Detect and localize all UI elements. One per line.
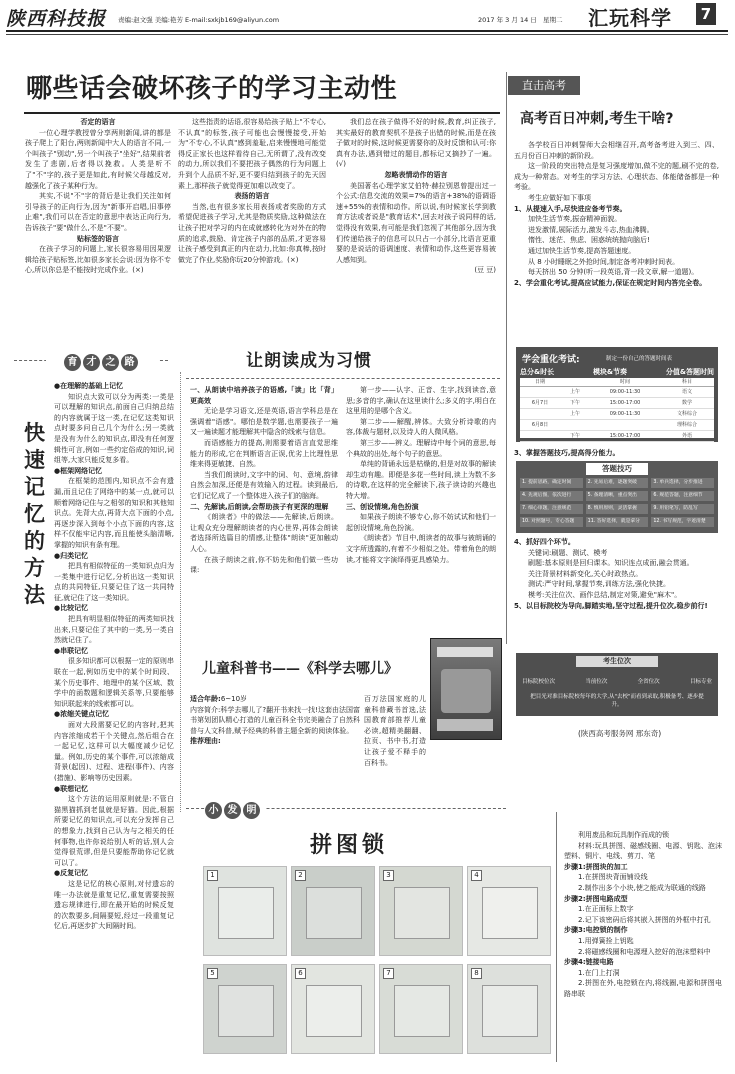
tip-item: 2. 先易后难，逐题突破 bbox=[586, 478, 649, 488]
feature-vertical-title bbox=[24, 420, 50, 609]
tip-item: 1. 提前思路，确定时间 bbox=[520, 478, 583, 488]
book-title: 儿童科普书——《科学去哪儿》 bbox=[202, 661, 398, 677]
book-rec-label: 推荐理由: bbox=[190, 737, 221, 746]
paragraph: 1.在拼图块背面铺设线 bbox=[578, 873, 648, 882]
subheading: 贴标签的语言 bbox=[77, 234, 119, 243]
paragraph: 面对大段需要记忆的内容时,把其内容浓缩成若干个关键点,然后组合在一起记忆,这样可以大幅度减少记忆量。例如,历史的某个事件,可以浓缩成背景(起因)、过程、进程(事件)、内容(措施)、影响等历史因素。 bbox=[54, 721, 174, 782]
rank-note: 把目光对准目标院校每年的大学,从"去校"而看到录取,积极备考、逐步提升。 bbox=[530, 694, 704, 708]
schedule-cell bbox=[520, 431, 560, 441]
paragraph: 知识点大致可以分为两类:一类是可以理解的知识点,前面自己归纳总结的内容就属于这一类,在记忆这类知识点时要多问自己几个为什么;另一类就是没有为什么的知识点,即没有任何逻辑性可言,例如一些约定俗成的知识,词组等,大家只能反复多看。 bbox=[54, 392, 174, 465]
tip-item: 9. 用铅笔写，防乱写 bbox=[651, 504, 714, 514]
step-photo bbox=[291, 964, 375, 1054]
paragraph: 《朗读者》中的做法——先解读,后朗读。让观众充分理解朗读者的内心世界,再体会朗读者选择所选篇目的情感,让整体"朗读"更加触动人心。 bbox=[190, 513, 338, 553]
answer-tips-graphic bbox=[516, 461, 718, 533]
paragraph: 模考:关注位次、画作总结,制定对策,避免"麻木"。 bbox=[528, 590, 682, 599]
paragraph: 每天挤出 50 分钟(听一段英语,背一段文章,解一道题)。 bbox=[528, 268, 699, 277]
rank-label: 全省位次 bbox=[637, 679, 660, 685]
subheading: 否定的语言 bbox=[80, 118, 116, 126]
rank-graphic bbox=[516, 653, 718, 716]
invention-banner bbox=[205, 798, 265, 818]
subheading: 表扬的语言 bbox=[234, 192, 270, 201]
banner-char: 之 bbox=[102, 354, 119, 371]
paragraph: 很多知识都可以根据一定的原则串联在一起,例如历史中的某个时间段、某个历史事件、地理中的某个区域、数学中的函数题和逻辑关系等,只要能够知识联起来的线索都可以。 bbox=[54, 657, 174, 708]
bold-heading: 步骤4:链接电路 bbox=[564, 958, 614, 967]
sidebar-title: 高考百日冲刺,考生干啥? bbox=[520, 111, 674, 127]
schedule-cell: 09:00-11:30 bbox=[609, 389, 641, 395]
step-photo bbox=[379, 964, 463, 1054]
schedule-cell: 外语 bbox=[681, 433, 692, 439]
photo-number: 1 bbox=[207, 870, 218, 881]
schedule-cell: 6月7日 bbox=[531, 400, 549, 406]
invention-body bbox=[564, 830, 722, 1000]
feature-body bbox=[54, 381, 174, 932]
paragraph: 2.制作出多个小块,使之能成为联通的线路 bbox=[578, 883, 706, 892]
subheading: 忽略表情动作的语言 bbox=[384, 170, 448, 179]
paragraph: 在孩子学习的问题上,家长很容易用因果逻辑给孩子贴标签,比如很多家长会说:因为你不专心,所以你总是不能按时完成作业。(×) bbox=[25, 245, 171, 275]
schedule-subtitle: 制定一份自己的答题时间表 bbox=[606, 356, 673, 362]
book-rec: 百万法国家庭的儿童科普藏书首选,法国教育部推荐儿童必读,超精美翻翻、拉页、书中书,打造让孩子爱不释手的百科书。 bbox=[364, 695, 426, 767]
paragraph: 这一阶段的突出特点是复习强度增加,做不完的题,刷不完的卷,成为一种常态。对考生的学习方法、心理状态、体能储备都是一种考验。 bbox=[514, 162, 719, 192]
schedule-head: 总分&时长 bbox=[520, 368, 555, 376]
photo-number: 6 bbox=[295, 968, 306, 979]
article-title: 哪些话会破坏孩子的学习主动性 bbox=[26, 74, 398, 104]
banner-char: 育 bbox=[64, 354, 81, 371]
schedule-cell: 上午 bbox=[569, 411, 580, 417]
schedule-row bbox=[520, 387, 714, 398]
photo-number: 4 bbox=[471, 870, 482, 881]
feature-banner bbox=[46, 350, 158, 370]
schedule-cell: 理科综合 bbox=[676, 422, 697, 428]
photo-number: 8 bbox=[471, 968, 482, 979]
photo-number: 2 bbox=[295, 870, 306, 881]
banner-circles bbox=[46, 350, 158, 371]
bold-heading: 2、学会重化考试,提高应试能力,保证在规定时间内答完全卷。 bbox=[514, 278, 707, 287]
schedule-cell: 上午 bbox=[569, 389, 580, 395]
issue-date: 2017 年 3 月 14 日 bbox=[478, 16, 537, 24]
tips-title: 答题技巧 bbox=[586, 463, 648, 475]
invention-title: 拼图锁 bbox=[310, 833, 389, 858]
paragraph: 其实,不说"不"字的背后是让我们关注如何引导孩子的正向行为,因为"新事开启唱,旧事停止难",我们可以在否定的意思中表达正向行为,告诉孩子"要"做什么,不是"不要"。 bbox=[25, 192, 171, 232]
schedule-cell bbox=[560, 420, 590, 430]
issue-weekday: 星期二 bbox=[543, 16, 563, 24]
paragraph: 这是记忆的核心原则,对付遗忘的唯一办法就是重复记忆,重复需要按照遗忘规律进行,即在最开始的时候反复的次数要多,间隔要短,经过一段重复记忆后,再逐步扩大间隔时间。 bbox=[54, 879, 174, 931]
reading-col-2 bbox=[346, 385, 496, 565]
rank-label: 当前位次 bbox=[585, 679, 608, 685]
book-content: 内容简介:科学去哪儿了?翻开书来找一找!这套由法国富书第划团队精心打造的儿童百科全书完美融合了自然科普与人文科普,赋予经典的科普主题全新的阅读体验。 bbox=[190, 705, 360, 735]
bold-heading: ●在理解的基础上记忆 bbox=[54, 382, 124, 390]
paragraph: 利用废品和玩具制作而成的锁 bbox=[578, 831, 669, 839]
schedule-cell: 下午 bbox=[569, 433, 580, 439]
paragraph: 单纯的背诵永远是枯燥的,但是对故事的解读却生动有趣。即便是多花一些时间,读上为数不多的诗歌,在这样的完全解读下,孩子读诗的兴趣也特大增。 bbox=[346, 460, 496, 500]
sidebar-signature: (陕西高考服务网 邢东奇) bbox=[578, 729, 662, 738]
paragraph: 迸发激情,展际活力,激发斗志,热血沸腾。 bbox=[528, 225, 654, 234]
paragraph: 考生应做好如下事项 bbox=[528, 193, 591, 202]
schedule-heads bbox=[520, 367, 714, 377]
paragraph: 这些指责的话语,很容易给孩子贴上"不专心,不认真"的标签,孩子可能也会慢慢接受,开始为"不专心,不认真"感到羞耻,启来慢慢地可能觉得反正家长也这样看待自己,无所谓了,没有改变的动力,所以我们不要把孩子偶然的行为问题上升到个人品质不好,更不要归结到孩子的先天因素上,那样孩子就觉得更加难以改变了。 bbox=[178, 118, 326, 190]
paragraph: 1.在正面标上数字 bbox=[578, 905, 634, 914]
paragraph: 一位心理学教授曾分享两则新闻,讲的都是孩子爬上了阳台,两则新闻中大人的语言不同,一个叫孩子"别动",另一个叫孩子"坐好",结果前者发生了悲剧,后者得以挽救。人类是听不了"不"字的,孩子更是如此,有时候父母越反对,越强化了孩子某种行为。 bbox=[25, 128, 171, 190]
paragraph: 第三步——辨义。理解诗中每个词的意思,每个典故的出处,每个句子的意思。 bbox=[346, 438, 496, 458]
schedule-row bbox=[520, 409, 714, 420]
schedule-cell bbox=[520, 387, 560, 397]
bold-heading: ●联想记忆 bbox=[54, 784, 89, 793]
paragraph: 当我们朗读时,文字中的词、句、意境,韵律自然会加深,还便是有效输入的过程。读到最后,它们记忆成了一个整体进入孩子们的脑海。 bbox=[190, 470, 338, 500]
reading-col-1 bbox=[190, 385, 338, 576]
section-tag: 直击高考 bbox=[508, 76, 580, 95]
schedule-col-heads bbox=[520, 378, 714, 387]
rank-label: 目标专业 bbox=[689, 679, 712, 685]
bold-heading: 5、以目标院校为导向,脚踏实地,坚守过程,提升位次,稳步前行! bbox=[514, 601, 708, 610]
sidebar-body-3 bbox=[514, 537, 719, 611]
paragraph: 1.用弹簧拴上钥匙 bbox=[578, 936, 634, 945]
reading-title: 让朗读成为习惯 bbox=[246, 351, 372, 371]
schedule-row bbox=[520, 420, 714, 431]
tip-item: 3. 单兵选择，分步推进 bbox=[651, 478, 714, 488]
sidebar-body-2 bbox=[514, 448, 719, 459]
banner-circles bbox=[205, 798, 265, 819]
paragraph: 我们总在孩子做得不好的时候,教育,纠正孩子,其实最好的教育契机不是孩子出错的时候,而是在孩子做对的时候,这时候更需要你的及时反馈和认可:你真有办法,遇到错过的题目,都标记又摘抄了一遍。(√) bbox=[336, 118, 496, 169]
book-age-label: 适合年龄: bbox=[190, 695, 221, 703]
paragraph: 刷题:基本原则是回归课本。知识连点成面,融会贯通。 bbox=[528, 559, 694, 568]
photo-number: 5 bbox=[207, 968, 218, 979]
paragraph: 通过加快生活节奏,提高答题速度。 bbox=[528, 246, 636, 255]
book-info bbox=[190, 694, 360, 747]
tip-item: 12. 书写规范，字迹清楚 bbox=[651, 517, 714, 527]
paragraph: 第一步——认字、正音、生字,找到读音,意思;多音的字,确认在这里读什么;多义的字,明白在这里用的是哪个含义。 bbox=[346, 386, 496, 416]
paragraph: 美国著名心理学家艾伯特·赫拉别恩曾提出过一个公式:信息交流的效果=7%的语言+38%的语调语速+55%的表情和动作。所以说,有时候家长学到教育方法或者说是"教育话术",回去对孩子说同样的话,觉得没有效果,有可能是我们忽视了其他部分,因为我们传递给孩子的信息可以只占一小部分,比语言更重要的是说话的语调速度、表情和动作,这些更容易被人感知到。 bbox=[336, 181, 496, 264]
sidebar-body bbox=[514, 140, 719, 288]
banner-char: 小 bbox=[205, 802, 222, 819]
schedule-title: 学会重化考试: bbox=[522, 355, 580, 365]
schedule-cell: 15:00-17:00 bbox=[609, 400, 641, 406]
page-number: 7 bbox=[696, 3, 716, 25]
paragraph: 把具有明显相似特征的两类知识找出来,只要记住了其中的一类,另一类自然就记住了。 bbox=[54, 615, 174, 645]
tip-item: 7. 细心审题，注意规范 bbox=[520, 504, 583, 514]
schedule-row bbox=[520, 431, 714, 442]
step-photo bbox=[291, 866, 375, 956]
paragraph: 1.在门上打洞 bbox=[578, 968, 620, 977]
schedule-cell: 数学 bbox=[681, 400, 692, 406]
step-photo bbox=[203, 964, 287, 1054]
editor-credits: 责编:赵文强 美编:艳芳 E-mail:sxkjb169@aliyun.com bbox=[118, 16, 280, 24]
bold-heading: 三、创设情境,角色扮演 bbox=[346, 502, 419, 511]
bold-heading: 步骤2:拼图电路成型 bbox=[564, 894, 628, 903]
schedule-cell: 文科综合 bbox=[676, 411, 697, 417]
paragraph: 惰性、迷茫、焦虑、困惑统统抛向脑后! bbox=[528, 236, 650, 245]
book-cover-image bbox=[430, 638, 502, 740]
bold-heading: ●比较记忆 bbox=[54, 604, 89, 613]
schedule-cell: 15:00-17:00 bbox=[609, 433, 641, 439]
schedule-cell bbox=[590, 420, 660, 430]
schedule-col: 时间 bbox=[619, 379, 630, 385]
paragraph: 当然,也有很多家长用表扬或者奖励的方式希望促进孩子学习,尤其是物质奖励,这种做法在让孩子把对学习的内在成就感转化为对外在的物质的追求,鼓励、肯定孩子内部的品质,才更容易让孩子感受到真正的内在动力,比如:你真棒,按时做完了作业,奖励你玩20分钟游戏。(×) bbox=[178, 202, 326, 264]
banner-char: 才 bbox=[83, 354, 100, 371]
schedule-head: 分值&答题时间 bbox=[665, 368, 714, 376]
byline: (豆 豆) bbox=[474, 266, 496, 275]
rank-label: 目标院校位次 bbox=[522, 679, 556, 685]
tip-item: 5. 条理清晰，重点突出 bbox=[586, 491, 649, 501]
bold-heading: ●串联记忆 bbox=[54, 646, 89, 655]
tip-item: 8. 慎用原则，灵活掌握 bbox=[586, 504, 649, 514]
tip-item: 4. 先观后图，依次进行 bbox=[520, 491, 583, 501]
newspaper-logo: 陕西科技报 bbox=[6, 8, 107, 30]
paragraph: 2.将磁感线圈和电源埋入挖好的泡沫塑料中 bbox=[578, 947, 711, 956]
paragraph: 在孩子朗读之前,你不妨先和他们做一些功课: bbox=[190, 555, 338, 575]
paragraph: 2.记下该密码后将其嵌入拼图的外框中打孔 bbox=[578, 915, 711, 924]
step-photo bbox=[467, 964, 551, 1054]
bold-heading: ●归类记忆 bbox=[54, 551, 89, 560]
tip-item: 11. 答好选择，就是拿分 bbox=[586, 517, 649, 527]
paragraph: 从 8 小时睡眠之外抢时间,制定备考冲刺时间表。 bbox=[528, 257, 680, 266]
article-col-1 bbox=[25, 117, 171, 276]
exam-schedule-graphic bbox=[516, 347, 718, 442]
paragraph: 加快生活节奏,振奋精神面貌。 bbox=[528, 215, 622, 224]
schedule-cell: 语文 bbox=[681, 389, 692, 395]
article-col-3 bbox=[336, 117, 496, 276]
step-photo bbox=[379, 866, 463, 956]
schedule-table bbox=[520, 378, 714, 438]
paragraph: 关键词:刷题、测试、模考 bbox=[528, 548, 608, 557]
bold-heading: 4、抓好四个环节。 bbox=[514, 538, 575, 546]
banner-char: 明 bbox=[243, 802, 260, 819]
bold-heading: ●反复记忆 bbox=[54, 869, 89, 878]
schedule-row bbox=[520, 398, 714, 409]
schedule-col: 日期 bbox=[534, 379, 545, 385]
bold-heading: 步骤1:拼图块的加工 bbox=[564, 862, 628, 871]
tip-item: 6. 规范答题，注意细节 bbox=[651, 491, 714, 501]
bold-heading: 步骤3:电控锁的制作 bbox=[564, 926, 628, 935]
paragraph: 在框架的范围内,知识点不会有遗漏,而且记住了网络中的某一点,就可以顺着网络记住与之相邻的知识和其他知识点。先背大点,再背大点下面的小点,再逐步深入到每个小点下面的内容,这样不仅能牢记内容,而且能使头脑清晰,掌握的知识有条有理。 bbox=[54, 477, 174, 549]
tip-item: 10. 对照题号，专心答题 bbox=[520, 517, 583, 527]
masthead bbox=[0, 0, 735, 52]
schedule-cell: 09:00-11:30 bbox=[609, 411, 641, 417]
paragraph: 《朗读者》节目中,朗读者的故事与被朗诵的文字所透露的,有着不少相似之处。带着角色的朗读,才能将文字演绎得更具感染力。 bbox=[346, 534, 496, 564]
schedule-cell: 6月8日 bbox=[531, 422, 549, 428]
article-col-2 bbox=[178, 117, 326, 265]
bold-heading: ●框架网络记忆 bbox=[54, 466, 103, 475]
paragraph: 无论是学习语文,还是英语,语言学科总是在强调着"语感"。哪怕是数学题,也需要孩子一遍又一遍读题才能理解其中隐含的线索与信息。 bbox=[190, 407, 338, 437]
banner-char: 发 bbox=[224, 802, 241, 819]
paragraph: 第二步——解醒,辨体。大致分析诗歌的内容,体裁与题材,以及诗人的人微风格。 bbox=[346, 417, 496, 437]
step-photo bbox=[203, 866, 287, 956]
bold-heading: 3、掌握答题技巧,提高得分能力。 bbox=[514, 449, 620, 457]
schedule-cell: 下午 bbox=[569, 400, 580, 406]
paragraph: 各学校百日冲刺誓师大会相继召开,高考备考进入到三、四、五月份百日冲刺的新阶段。 bbox=[514, 141, 719, 160]
schedule-cell bbox=[520, 409, 560, 419]
bold-heading: 一、从朗读中培养孩子的语感,「读」比「背」更高效 bbox=[190, 386, 338, 405]
bold-heading: 1、从提速入手,尽快进应备考节奏。 bbox=[514, 204, 627, 213]
photo-number: 7 bbox=[383, 968, 394, 979]
paragraph: 这个方法的运用原则就是:不管白猫黑猫抓到老鼠就是好猫。因此,根据所要记忆的知识点,可以充分发挥自己的想象力,找到自己认为与之相关的任何事物,也许你说给别人听的话,别人会觉得很荒谬,但是只要能帮助你记忆就可以了。 bbox=[54, 795, 174, 867]
paragraph: 而语感能力的提高,则需要着语言直觉思维能力的形成,它在判断语言正误,优劣上比理性思维来得更敏捷、自然。 bbox=[190, 438, 338, 469]
bold-heading: ●浓缩关键点记忆 bbox=[54, 710, 110, 719]
rank-title: 考生位次 bbox=[576, 656, 658, 667]
step-photo bbox=[467, 866, 551, 956]
paragraph: 把具有相似特征的一类知识点归为一类集中进行记忆,分析出这一类知识点的共同特征,只要记住了这一共同特征,就记住了这一类知识。 bbox=[54, 562, 174, 602]
paragraph: 测试:严守时间,掌握节奏,训练方法,强化快捷。 bbox=[528, 580, 671, 589]
paragraph: 关注背景材料新变化,关心时政热点。 bbox=[528, 569, 643, 578]
schedule-head: 模块&节奏 bbox=[592, 368, 628, 376]
schedule-col: 科目 bbox=[681, 379, 692, 385]
bold-heading: 二、先解读,后朗读,会帮助孩子有更深的理解 bbox=[190, 502, 329, 511]
paragraph: 材料:玩具拼图、磁感线圈、电源、钥匙、泡沫塑料、铜片、电线、剪刀、笔 bbox=[564, 841, 722, 861]
feature-vertical-title-text: 快速记忆的方法 bbox=[24, 421, 45, 607]
photo-number: 3 bbox=[383, 870, 394, 881]
tips-grid bbox=[520, 478, 714, 527]
book-age: 6~10岁 bbox=[220, 695, 248, 703]
paragraph: 如果孩子朗读不够专心,你不妨试试和他们一起创设情境,角色扮演。 bbox=[346, 513, 496, 532]
banner-char: 路 bbox=[121, 354, 138, 371]
rank-labels bbox=[522, 677, 712, 685]
paragraph: 2.拼图在外,电控锁在内,将线圈,电源和拼图电路串联 bbox=[564, 979, 722, 998]
column-name: 汇玩科学 bbox=[588, 6, 672, 30]
